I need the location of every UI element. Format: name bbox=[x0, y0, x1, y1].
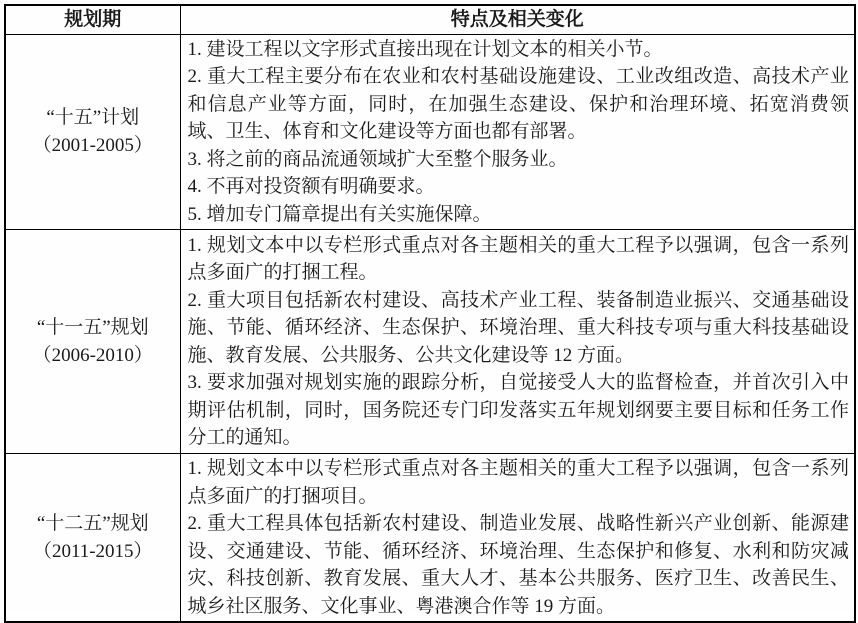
feature-item: 1. 规划文本中以专栏形式重点对各主题相关的重大工程予以强调，包含一系列点多面广的打捆项目。 bbox=[187, 458, 849, 507]
header-cell-period: 规划期 bbox=[5, 5, 180, 34]
features-cell bbox=[180, 230, 855, 454]
period-name: “十五”计划 bbox=[46, 107, 140, 129]
feature-item: 1. 建设工程以文字形式直接出现在计划文本的相关小节。 bbox=[187, 38, 663, 60]
feature-item: 2. 重大工程主要分布在农业和农村基础设施建设、工业改组改造、高技术产业和信息产业等方面，同时，在加强生态建设、保护和治理环境、拓宽消费领域、卫生、体育和文化建设等方面也都有部署。 bbox=[187, 66, 849, 142]
period-years: （2001-2005） bbox=[32, 134, 153, 156]
planning-periods-table bbox=[4, 4, 856, 623]
header-row bbox=[5, 5, 855, 34]
feature-item: 3. 将之前的商品流通领域扩大至整个服务业。 bbox=[187, 148, 568, 170]
period-name: “十一五”规划 bbox=[36, 317, 149, 338]
feature-item: 2. 重大项目包括新农村建设、高技术产业工程、装备制造业振兴、交通基础设施、节能、循环经济、生态保护、环境治理、重大科技专项与重大科技基础设施、教育发展、公共服务、公共文化建设等 12 方面。 bbox=[187, 289, 849, 366]
table-row bbox=[5, 230, 855, 454]
feature-item: 1. 规划文本中以专栏形式重点对各主题相关的重大工程予以强调，包含一系列点多面广的打捆工程。 bbox=[187, 234, 849, 283]
feature-item: 2. 重大工程具体包括新农村建设、制造业发展、战略性新兴产业创新、能源建设、交通建设、节能、循环经济、环境治理、生态保护和修复、水利和防灾减灾、科技创新、教育发展、重大人才、基本公共服务、医疗卫生、改善民生、城乡社区服务、文化事业、粤港澳合作等 19 方面。 bbox=[187, 513, 849, 617]
features-cell bbox=[180, 454, 855, 623]
period-years: （2006-2010） bbox=[32, 344, 153, 366]
table-row bbox=[5, 454, 855, 623]
feature-item: 3. 要求加强对规划实施的跟踪分析，自觉接受人大的监督检查，并首次引入中期评估机制，同时，国务院还专门印发落实五年规划纲要主要目标和任务工作分工的通知。 bbox=[187, 372, 849, 448]
feature-item: 4. 不再对投资额有明确要求。 bbox=[187, 176, 435, 197]
header-cell-features: 特点及相关变化 bbox=[180, 5, 855, 34]
features-cell bbox=[180, 34, 855, 230]
period-cell bbox=[5, 230, 180, 454]
period-cell bbox=[5, 454, 180, 623]
period-name: “十二五”规划 bbox=[36, 513, 149, 534]
period-years: （2011-2015） bbox=[32, 540, 153, 562]
feature-item: 5. 增加专门篇章提出有关实施保障。 bbox=[187, 203, 492, 225]
period-cell bbox=[5, 34, 180, 230]
table-row bbox=[5, 34, 855, 230]
